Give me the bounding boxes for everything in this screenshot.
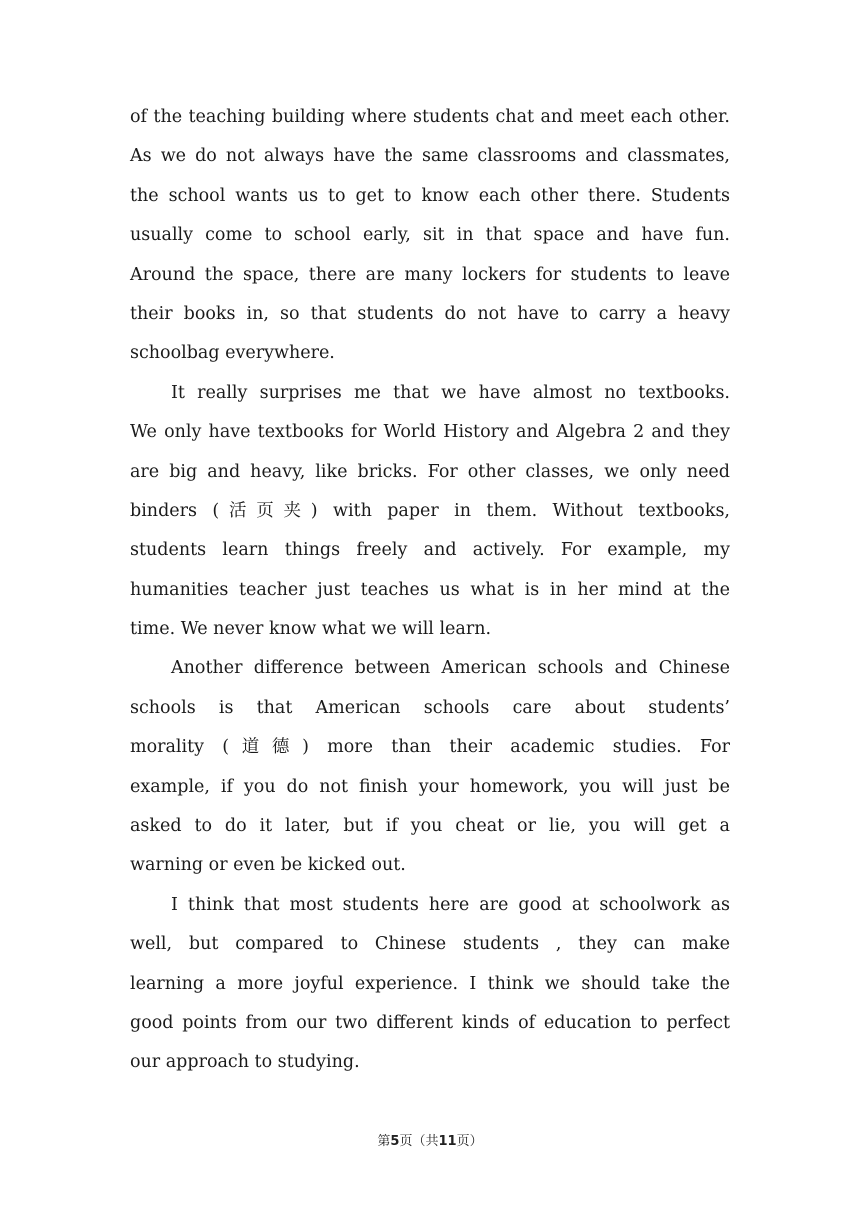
text-line: our approach to studying.: [130, 1052, 360, 1073]
footer-prefix: 第: [377, 1134, 391, 1149]
text-line: students learn things freely and actively. For example, my: [130, 540, 730, 561]
paragraph-first-line: It really surprises me that we have almost no textbooks.: [171, 382, 730, 403]
text-line: humanities teacher just teaches us what is in her mind at the: [130, 579, 730, 600]
text-line: schoolbag everywhere.: [130, 343, 335, 364]
text-line: Around the space, there are many lockers for students to leave: [130, 264, 730, 285]
text-line: time. We never know what we will learn.: [130, 619, 492, 640]
text-line: learning a more joyful experience. I think we should take the: [130, 973, 730, 994]
body-text: [130, 98, 730, 1083]
text-line: well, but compared to Chinese students , they can make: [130, 934, 730, 955]
paragraph-first-line: I think that most students here are good at schoolwork as: [171, 894, 730, 915]
text-line: are big and heavy, like bricks. For other classes, we only need: [130, 461, 730, 482]
text-line: good points from our two different kinds of education to perfect: [130, 1012, 730, 1033]
text-line: binders (活页夹) with paper in them. Without textbooks,: [130, 500, 730, 521]
text-line: As we do not always have the same classrooms and classmates,: [130, 146, 730, 167]
text-line: We only have textbooks for World History and Algebra 2 and they: [130, 422, 730, 443]
text-line: their books in, so that students do not have to carry a heavy: [130, 303, 730, 324]
footer-suffix: 页）: [456, 1134, 483, 1149]
text-line: schools is that American schools care about students’: [130, 697, 730, 718]
footer-middle: 页（共: [399, 1134, 439, 1149]
text-line: morality (道德) more than their academic studies. For: [130, 737, 730, 758]
footer-total-pages: 11: [438, 1134, 457, 1149]
text-line: example, if you do not finish your homework, you will just be: [130, 776, 730, 797]
text-line: the school wants us to get to know each other there. Students: [130, 185, 730, 206]
page-footer: [0, 1130, 860, 1149]
footer-page-number: 5: [390, 1134, 400, 1149]
text-line: warning or even be kicked out.: [130, 855, 406, 876]
text-line: usually come to school early, sit in that space and have fun.: [130, 225, 730, 246]
text-line: asked to do it later, but if you cheat or lie, you will get a: [130, 816, 730, 837]
paragraph-first-line: Another difference between American schools and Chinese: [171, 658, 730, 679]
text-line: of the teaching building where students chat and meet each other.: [130, 107, 730, 127]
